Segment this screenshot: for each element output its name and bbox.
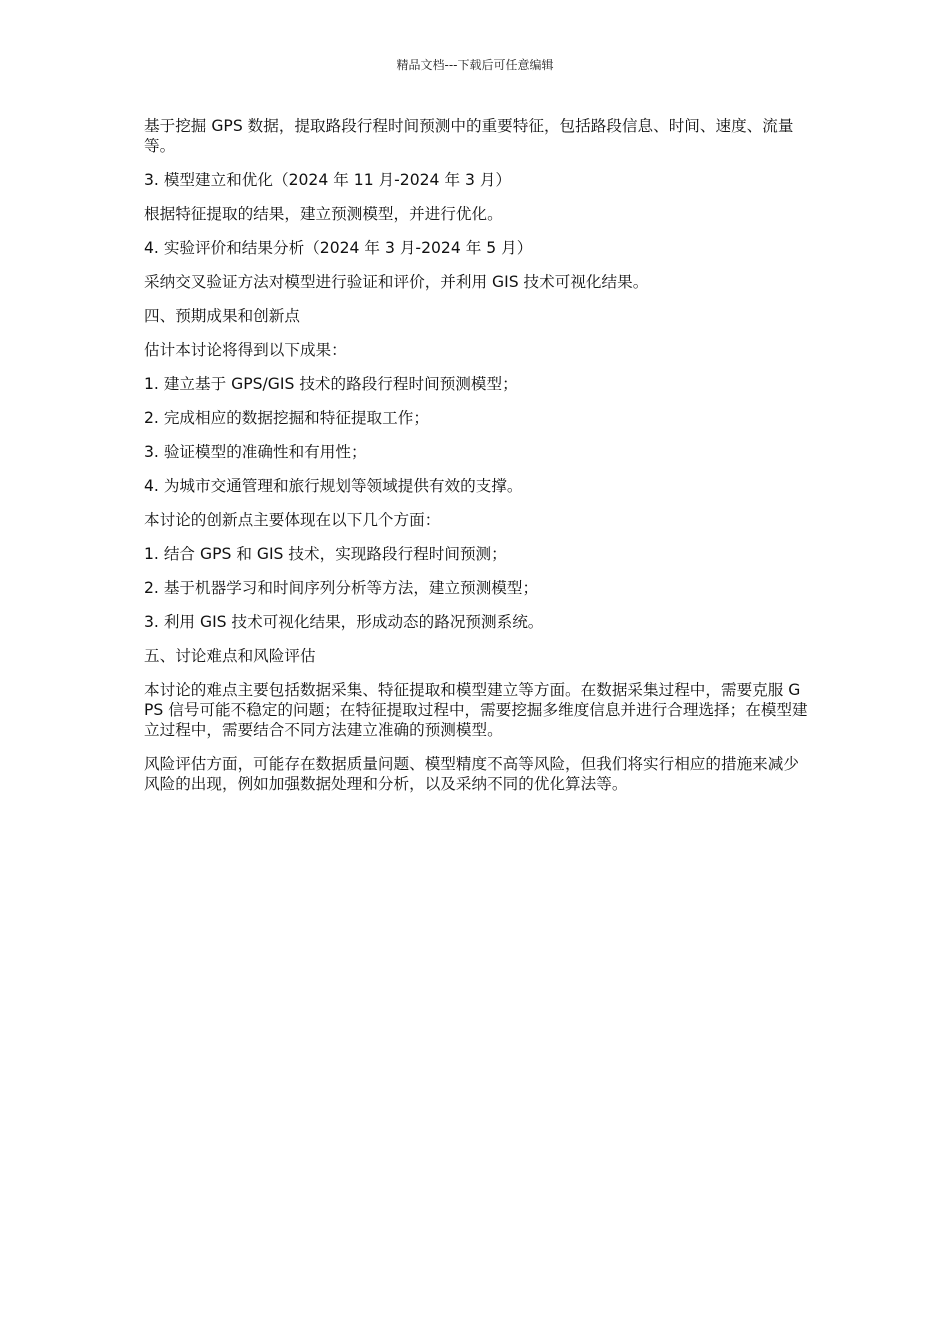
section-heading-difficulties-risks: 五、讨论难点和风险评估 bbox=[144, 647, 316, 665]
paragraph-step-4-title: 4. 实验评价和结果分析（2024 年 3 月-2024 年 5 月） bbox=[144, 239, 533, 257]
paragraph-step-3-body: 根据特征提取的结果，建立预测模型，并进行优化。 bbox=[144, 205, 503, 223]
paragraph-risk-assessment: 风险评估方面，可能存在数据质量问题、模型精度不高等风险，但我们将实行相应的措施来减少风险的出现，例如加强数据处理和分析，以及采纳不同的优化算法等。 bbox=[144, 755, 799, 793]
paragraph-step-3-title: 3. 模型建立和优化（2024 年 11 月-2024 年 3 月） bbox=[144, 171, 512, 189]
paragraph-results-intro: 估计本讨论将得到以下成果： bbox=[144, 341, 347, 359]
paragraph-feature-extraction: 基于挖掘 GPS 数据，提取路段行程时间预测中的重要特征，包括路段信息、时间、速度、流量等。 bbox=[144, 117, 794, 155]
list-item-innovation-2: 2. 基于机器学习和时间序列分析等方法，建立预测模型； bbox=[144, 579, 539, 597]
section-heading-expected-results: 四、预期成果和创新点 bbox=[144, 307, 300, 325]
list-item-innovation-1: 1. 结合 GPS 和 GIS 技术，实现路段行程时间预测； bbox=[144, 545, 507, 563]
list-item-result-3: 3. 验证模型的准确性和有用性； bbox=[144, 443, 367, 461]
list-item-result-1: 1. 建立基于 GPS/GIS 技术的路段行程时间预测模型； bbox=[144, 375, 518, 393]
list-item-innovation-3: 3. 利用 GIS 技术可视化结果，形成动态的路况预测系统。 bbox=[144, 613, 544, 631]
paragraph-step-4-body: 采纳交叉验证方法对模型进行验证和评价，并利用 GIS 技术可视化结果。 bbox=[144, 273, 649, 291]
document-body bbox=[144, 116, 808, 808]
list-item-result-2: 2. 完成相应的数据挖掘和特征提取工作； bbox=[144, 409, 429, 427]
paragraph-difficulties: 本讨论的难点主要包括数据采集、特征提取和模型建立等方面。在数据采集过程中，需要克服 GPS 信号可能不稳定的问题；在特征提取过程中，需要挖掘多维度信息并进行合理选择；在模型建立过程中，需要结合不同方法建立准确的预测模型。 bbox=[144, 681, 808, 739]
list-item-result-4: 4. 为城市交通管理和旅行规划等领域提供有效的支撑。 bbox=[144, 477, 523, 495]
page-header: 精品文档---下载后可任意编辑 bbox=[396, 58, 554, 72]
paragraph-innovation-intro: 本讨论的创新点主要体现在以下几个方面： bbox=[144, 511, 441, 529]
